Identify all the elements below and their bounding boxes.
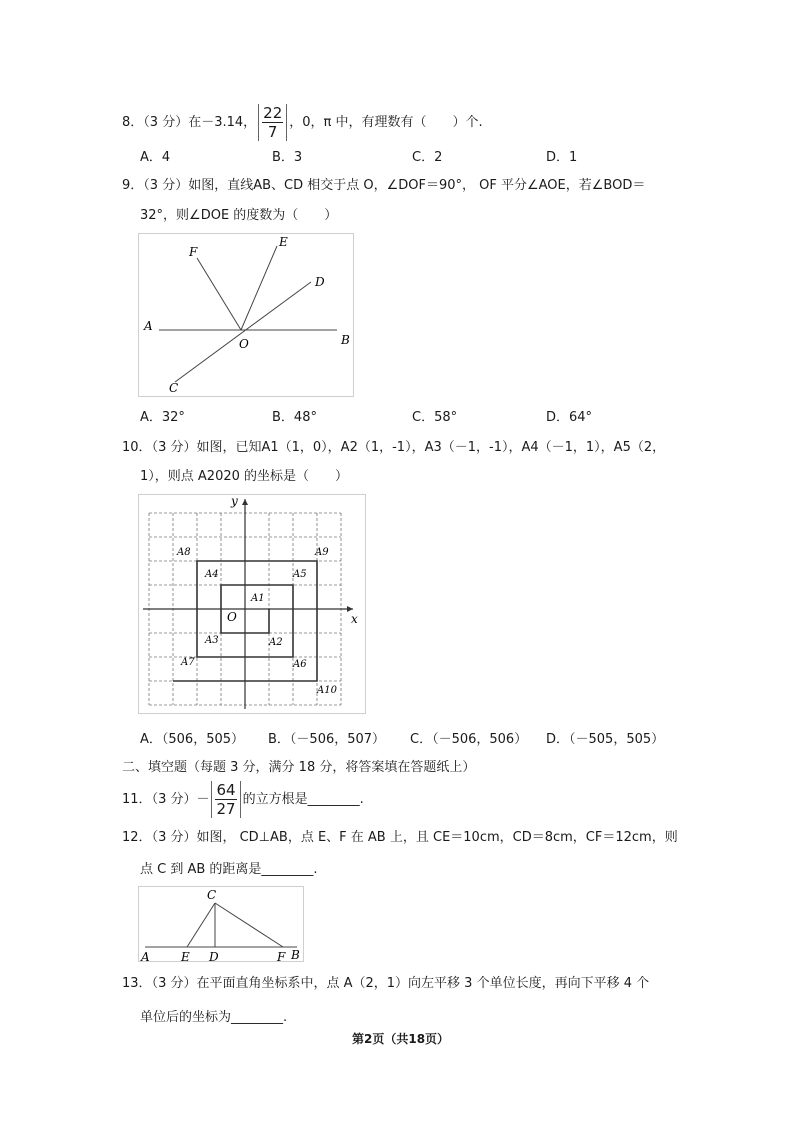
q9-label-a: A	[144, 319, 153, 333]
section-2-title: 二、填空题（每题 3 分，满分 18 分，将答案填在答题纸上）	[122, 760, 476, 775]
q8-frac-numerator: 22	[263, 104, 283, 122]
q10-option-a: A．（506，505）	[140, 732, 245, 747]
q10-label-y: y	[231, 495, 238, 508]
question-13: 13．（3 分）在平面直角坐标系中，点 A（2，1）向左平移 3 个单位长度，再向下平移 4 个	[122, 976, 650, 991]
q8-stem-after: ，0，π 中，有理数有（ ）个.	[289, 115, 483, 130]
q9-label-b: B	[341, 333, 350, 347]
q10-label-o: O	[227, 610, 237, 624]
q8-frac-denominator: 7	[267, 123, 278, 141]
q12-label-f: F	[277, 950, 286, 961]
question-9: 9．（3 分）如图，直线AB、CD 相交于点 O，∠DOF＝90°， OF 平分∠AOE，若∠BOD＝	[122, 178, 646, 193]
question-8: 8．（3 分）在－3.14， $\frac{22}{7}$ ，0，π 中，有理数有（ ）个.	[122, 104, 483, 141]
q13-line1: 在平面直角坐标系中，点 A（2，1）向左平移 3 个单位长度，再向下平移 4 个	[196, 976, 650, 991]
q9-line1: 如图，直线AB、CD 相交于点 O，∠DOF＝90°， OF 平分∠AOE，若∠BOD＝	[188, 178, 646, 193]
q9-figure-svg	[139, 234, 353, 396]
q10-number: 10	[122, 440, 139, 455]
q10-option-c: C．（－506，506）	[410, 732, 528, 747]
q11-sign: －	[196, 792, 210, 807]
q9-option-c: C．58°	[412, 410, 458, 425]
q12-score: （3 分）	[151, 830, 197, 845]
q10-y-arrow	[242, 499, 248, 505]
q12-label-b: B	[291, 948, 300, 961]
q8-fraction	[258, 104, 287, 141]
q8-option-d: D．1	[546, 150, 578, 165]
q12-figure-svg	[139, 887, 303, 961]
q10-line1: 如图，已知A1（1，0），A2（1，-1），A3（－1，-1），A4（－1，1），A5（2，	[196, 440, 666, 455]
q8-option-c: C．2	[412, 150, 443, 165]
q9-label-f: F	[189, 245, 198, 259]
q10-figure-svg	[139, 495, 365, 713]
question-11: 11．（3 分）－ $\frac{64}{27}$ 的立方根是________.	[122, 781, 364, 818]
q9-line-cd	[175, 282, 311, 382]
q12-line2: 点 C 到 AB 的距离是________.	[140, 862, 318, 877]
q10-label-a3: A3	[205, 635, 219, 646]
q10-label-a10: A10	[317, 685, 337, 696]
q9-option-b: B．48°	[272, 410, 317, 425]
q8-option-b: B．3	[272, 150, 303, 165]
q10-option-b: B．（－506，507）	[268, 732, 386, 747]
question-10: 10．（3 分）如图，已知A1（1，0），A2（1，-1），A3（－1，-1），A4（－1，1），A5（2，	[122, 440, 666, 455]
q13-number: 13	[122, 976, 139, 991]
q13-line2: 单位后的坐标为________.	[140, 1010, 288, 1025]
q10-score: （3 分）	[151, 440, 197, 455]
q9-label-e: E	[279, 235, 288, 249]
q10-label-x: x	[351, 612, 358, 626]
q9-ray-of	[197, 258, 241, 330]
q10-label-a8: A8	[177, 547, 191, 558]
q9-number: 9	[122, 178, 131, 193]
q11-score: （3 分）	[151, 792, 197, 807]
q12-label-a: A	[141, 950, 150, 961]
q10-label-a2: A2	[269, 637, 283, 648]
q10-label-a1: A1	[251, 593, 265, 604]
q10-label-a9: A9	[315, 547, 329, 558]
q11-frac-numerator: 64	[216, 781, 236, 799]
q9-score: （3 分）	[143, 178, 189, 193]
q12-seg-ce	[187, 903, 215, 947]
q10-line2: 1），则点 A2020 的坐标是（ ）	[140, 469, 349, 484]
q8-stem-before: 在－3.14，	[188, 115, 257, 130]
q12-label-c: C	[207, 888, 217, 902]
q12-number: 12	[122, 830, 139, 845]
q11-stem-after: 的立方根是________.	[242, 792, 364, 807]
q9-line2: 32°，则∠DOE 的度数为（ ）	[140, 208, 338, 223]
q9-label-d: D	[315, 275, 325, 289]
q9-label-o: O	[239, 337, 249, 351]
q9-option-d: D．64°	[546, 410, 593, 425]
page-footer: 第2页（共18页）	[352, 1032, 450, 1046]
q12-label-d: D	[209, 950, 219, 961]
q9-label-c: C	[169, 381, 179, 395]
q9-option-a: A．32°	[140, 410, 185, 425]
question-12: 12．（3 分）如图， CD⊥AB，点 E、F 在 AB 上，且 CE＝10cm，CD＝8cm，CF＝12cm，则	[122, 830, 678, 845]
q12-label-e: E	[181, 950, 190, 961]
q9-figure	[138, 233, 354, 397]
q8-score: （3 分）	[143, 115, 189, 130]
q10-label-a5: A5	[293, 569, 307, 580]
q11-number: 11	[122, 792, 139, 807]
q12-line1: 如图， CD⊥AB，点 E、F 在 AB 上，且 CE＝10cm，CD＝8cm，CF＝12cm，则	[196, 830, 678, 845]
q10-option-d: D．（－505，505）	[546, 732, 665, 747]
q12-seg-cf	[215, 903, 283, 947]
q13-score: （3 分）	[151, 976, 197, 991]
q11-fraction	[211, 781, 240, 818]
q9-ray-oe	[241, 246, 277, 330]
q10-figure	[138, 494, 366, 714]
q10-label-a7: A7	[181, 657, 195, 668]
q8-number: 8	[122, 115, 131, 130]
q10-label-a4: A4	[205, 569, 219, 580]
q10-label-a6: A6	[293, 659, 307, 670]
q11-frac-denominator: 27	[216, 800, 236, 818]
q8-option-a: A．4	[140, 150, 171, 165]
q12-figure	[138, 886, 304, 962]
